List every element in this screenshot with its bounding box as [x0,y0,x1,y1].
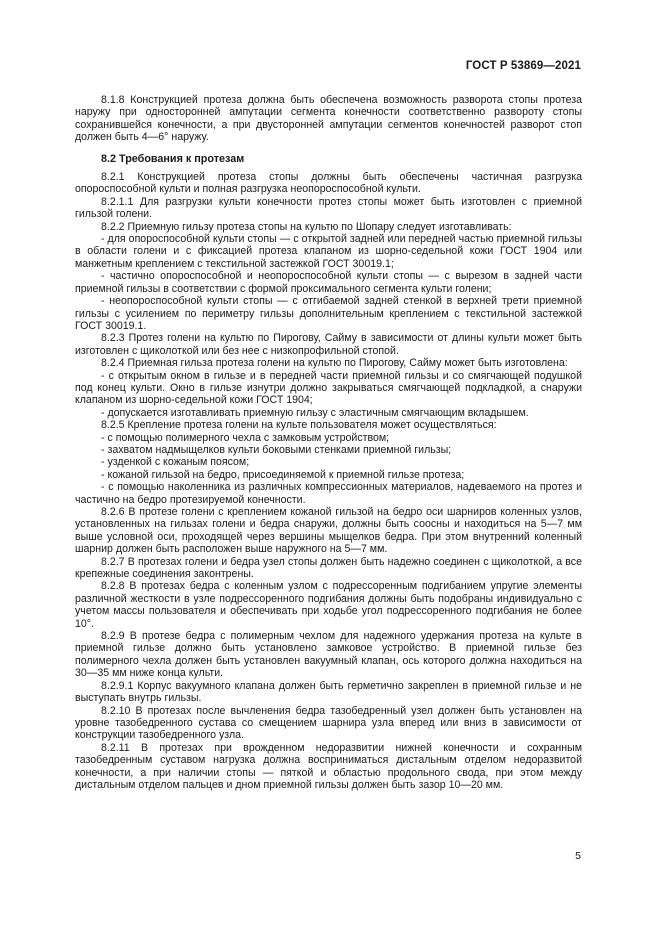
paragraph: - неопороспособной культи стопы — с отгибаемой задней стенкой в верхней трети приемной гильзы с усилением по периметру гильзы дополнительным креплением с текстильной застежкой ГОСТ 30019.1. [75,295,582,332]
paragraph: 8.2.2 Приемную гильзу протеза стопы на культю по Шопару следует изготавливать: [101,220,512,233]
paragraph: 8.2.1.1 Для разгрузки культи конечности протез стопы может быть изготовлен с приемной гильзой голени. [75,195,582,221]
document-body [75,94,582,791]
paragraph: 8.2.11 В протезах при врожденном недоразвитии нижней конечности и сохранным тазобедренным суставом нагрузка должна восприниматься дистальным отделом недоразвитой конечности, а при наличии стопы — пяткой и областью продольного свода, при этом между дистальным отделом пальцев и дном приемной гильзы должен быть зазор 10—20 мм. [75,741,582,791]
list-item: - узденкой с кожаным поясом; [101,456,250,469]
paragraph: 8.2.1 Конструкцией протеза стопы должны быть обеспечены частичная разгрузка опороспособной культи и полная разгрузка неопороспособной культи. [75,171,582,196]
list-item: - с помощью наколенника из различных компрессионных материалов, надеваемого на протез и частично на бедро протезируемой конечности. [75,481,582,506]
page-number: 5 [575,850,581,862]
paragraph: - для опороспособной культи стопы — с открытой задней или передней частью приемной гильзы в области голени и с фиксацией протеза клапаном из шорно-седельной кожи ГОСТ 1904 или манжетным креплением с текстильной застежкой ГОСТ 30019.1; [75,233,582,270]
paragraph: - частично опороспособной и неопороспособной культи стопы — с вырезом в задней части приемной гильзы в соответствии с формой проксимального сегмента культи голени; [75,270,582,295]
paragraph: 8.2.10 В протезах после вычленения бедра тазобедренный узел должен быть установлен на уровне тазобедренного сустава со смещением шарнира узла вперед или вниз в зависимости от конструкции тазобедренного узла. [75,704,582,742]
paragraph: 8.2.9 В протезе бедра с полимерным чехлом для надежного удержания протеза на культе в приемной гильзе должно быть установлено замковое устройство. В приемной гильзе без полимерного чехла должен быть установлен вакуумный клапан, ось которого должна находиться на 30—35 мм ниже конца культи. [75,630,582,680]
paragraph: 8.2.4 Приемная гильза протеза голени на культю по Пирогову, Сайму может быть изготовлена: [101,357,568,370]
paragraph: 8.2.9.1 Корпус вакуумного клапана должен быть герметично закреплен в приемной гильзе и не выступать внутрь гильзы. [75,679,582,705]
paragraph: 8.2.8 В протезах бедра с коленным узлом с подрессоренным подгибанием упругие элементы различной жесткости в узле подрессоренного подгибания должны быть подобраны индивидуально с учетом массы пользователя и обеспечивать при ходьбе угол подрессоренного подгибания не более 10°. [75,580,582,630]
paragraph: 8.1.8 Конструкцией протеза должна быть обеспечена возможность разворота стопы протеза наружу при односторонней ампутации сегмента конечности соответственно развороту стопы сохранившейся конечности, а при двусторонней ампутации сегментов конечностей разворот стоп должен быть 4—6° наружу. [75,94,582,144]
section-heading: 8.2 Требования к протезам [101,152,245,165]
paragraph: 8.2.3 Протез голени на культю по Пирогову, Сайму в зависимости от длины культи может быть изготовлен с щиколоткой или без нее с низкопрофильной стопой. [75,332,582,357]
list-item: - с помощью полимерного чехла с замковым устройством; [101,431,390,444]
paragraph: 8.2.6 В протезе голени с креплением кожаной гильзой на бедро оси шарниров коленных узлов, установленных на гильзах голени и бедра снаружи, должны быть соосны и находиться на 5—7 мм выше условной оси, проходящей через вершины мыщелков бедра. При этом внутренний коленный шарнир должен быть расположен выше наружного на 5—7 мм. [75,506,582,556]
list-item: - захватом надмыщелков культи боковыми стенками приемной гильзы; [101,443,452,456]
document-code: ГОСТ Р 53869—2021 [465,60,581,72]
paragraph: 8.2.5 Крепление протеза голени на культе пользователя может осуществляться: [101,419,497,432]
list-item: - допускается изготавливать приемную гильзу с эластичным смягчающим вкладышем. [101,406,529,419]
paragraph: - с открытым окном в гильзе и в передней части приемной гильзы и со смягчающей подушкой под конец культи. Окно в гильзе изнутри должно закрываться смягчающей подкладкой, а снаружи клапаном из шорно-седельной кожи ГОСТ 1904; [75,369,582,407]
list-item: - кожаной гильзой на бедро, присоединяемой к приемной гильзе протеза; [101,468,465,481]
paragraph: 8.2.7 В протезах голени и бедра узел стопы должен быть надежно соединен с щиколоткой, а все крепежные соединения законтрены. [75,555,582,581]
